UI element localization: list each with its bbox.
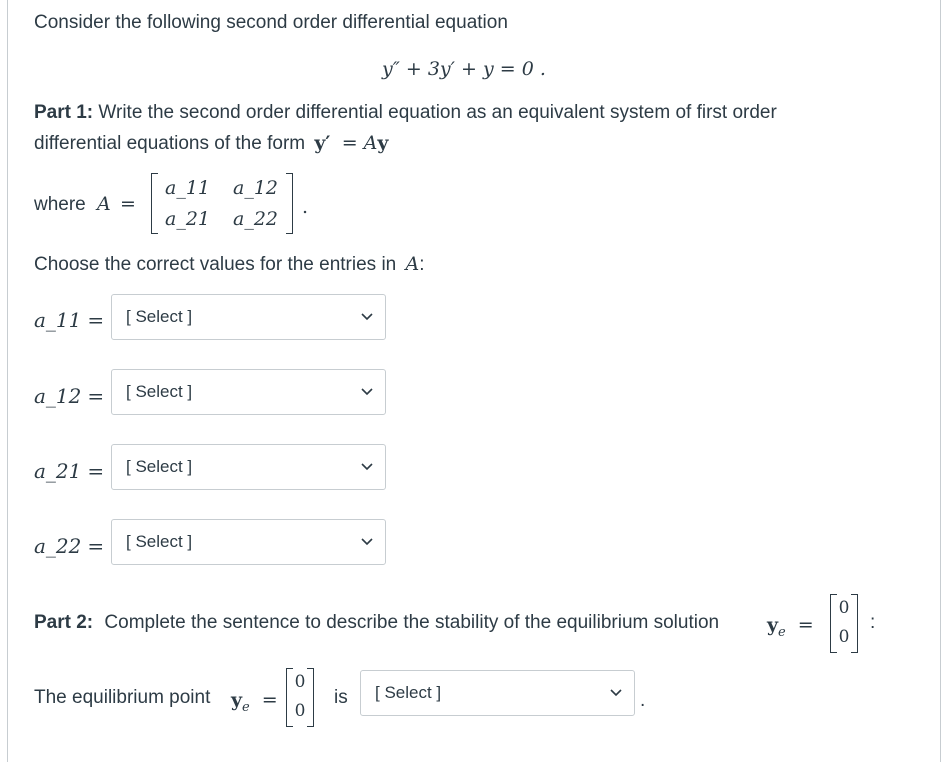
chevron-down-icon [361,295,373,339]
matrix-right-bracket [286,173,293,234]
part2-eq: = [797,614,814,636]
chevron-down-icon [361,370,373,414]
entry-a22-value: [ Select ] [126,532,193,551]
where-label: where [34,194,86,215]
entry-a22-eq: = [87,534,105,558]
vector-left-bracket [286,668,293,727]
entry-a12-value: [ Select ] [126,382,193,401]
where-line [34,193,136,216]
entry-a11-value: [ Select ] [126,307,193,326]
entry-a21-name: a_21 [34,459,82,483]
part1-line2 [34,132,388,155]
form-rhs-y: y [377,132,389,154]
chevron-down-icon [610,671,622,715]
sentence-eq: = [261,689,278,711]
sentence-ye-symbol: y [231,689,243,711]
entry-a21-value: [ Select ] [126,457,193,476]
matrix-entry-a21: a_21 [165,208,211,230]
differential-equation: y″ + 3y′ + y = 0 . [382,58,546,80]
entry-a11-name: a_11 [34,308,82,332]
choose-text: Choose the correct values for the entries in [34,254,397,275]
part1-line1 [34,102,777,124]
matrix-a [151,173,293,235]
matrix-period: . [302,196,309,218]
part2-line [34,612,719,634]
vector-left-bracket [830,594,837,653]
part2-text: Complete the sentence to describe the stability of the equilibrium solution [104,612,720,633]
entry-a12-name: a_12 [34,384,82,408]
sentence-ye [231,689,278,719]
entry-a12-select[interactable] [111,369,386,415]
sentence-period: . [640,690,646,711]
sentence-zero-vector [286,668,314,728]
part2-heading: Part 2: [34,612,94,633]
part2-ye-symbol: y [767,614,779,636]
entry-a12-label [34,384,104,408]
entry-a11-select[interactable] [111,294,386,340]
choose-colon: : [419,254,425,275]
part2-ye-sub: e [778,624,786,640]
matrix-symbol: A [97,193,111,215]
choose-symbol: A [405,253,420,275]
chevron-down-icon [361,445,373,489]
part1-text-2: differential equations of the form [34,133,306,154]
entry-a11-label [34,308,104,332]
part2-colon: : [870,612,876,633]
intro-text: Consider the following second order differential equation [34,12,508,33]
chevron-down-icon [361,520,373,564]
vector-entry-2: 0 [294,701,306,721]
vector-entry-1: 0 [838,598,850,618]
vector-right-bracket [307,668,314,727]
stability-select[interactable] [360,670,635,716]
entry-a21-label [34,459,104,483]
matrix-eq: = [120,193,136,215]
entry-a12-eq: = [87,384,105,408]
vector-entry-1: 0 [294,672,306,692]
vector-right-bracket [851,594,858,653]
matrix-entry-a22: a_22 [233,208,279,230]
form-rhs-a: A [363,132,378,154]
stability-value: [ Select ] [375,683,442,702]
part1-text: Write the second order differential equation as an equivalent system of first order [93,102,777,123]
entry-a22-label [34,534,104,558]
matrix-left-bracket [151,173,158,234]
entry-a21-select[interactable] [111,444,386,490]
matrix-entry-a12: a_12 [233,177,279,199]
choose-line [34,253,425,276]
part2-ye [767,614,814,644]
sentence-text: The equilibrium point [34,687,211,708]
matrix-entry-a11: a_11 [165,177,211,199]
entry-a22-select[interactable] [111,519,386,565]
sentence-ye-sub: e [242,699,250,715]
form-lhs: y′ [314,132,331,154]
sentence-is: is [334,687,348,708]
entry-a22-name: a_22 [34,534,82,558]
vector-entry-2: 0 [838,627,850,647]
part2-zero-vector [830,594,858,654]
entry-a21-eq: = [87,459,105,483]
part1-heading: Part 1: [34,102,94,123]
form-eq: = [341,132,358,154]
entry-a11-eq: = [87,308,105,332]
